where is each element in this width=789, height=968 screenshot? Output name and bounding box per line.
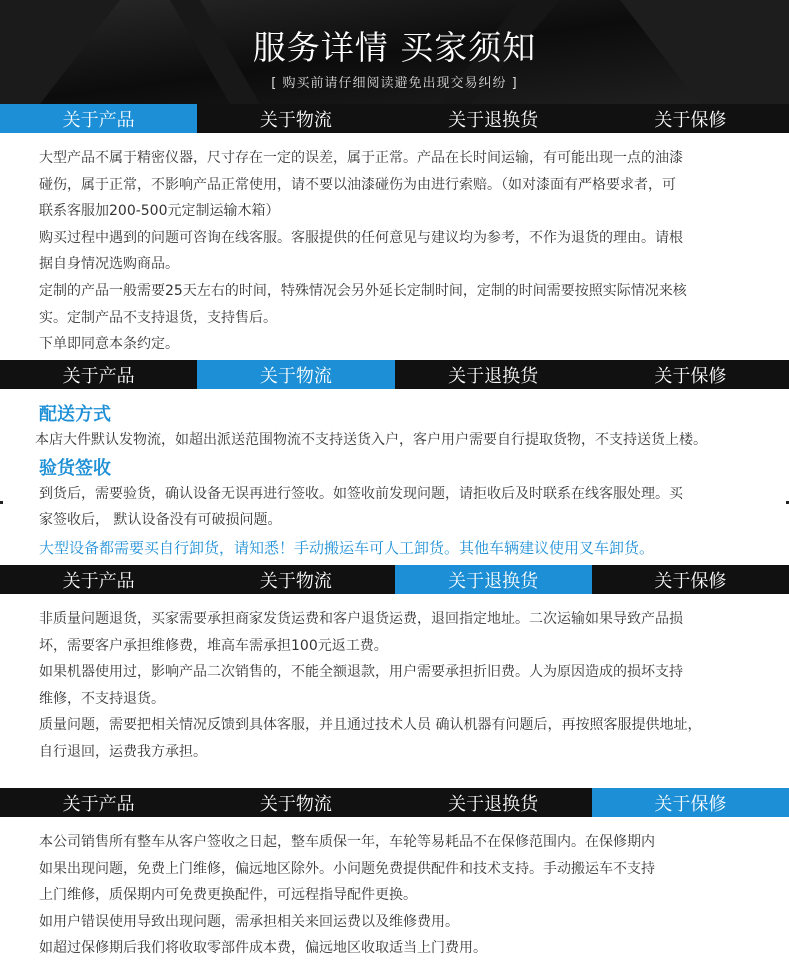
tab-warranty[interactable]: 关于保修 xyxy=(654,570,727,592)
returns-line: 质量问题，需要把相关情况反馈到具体客服，并且通过技术人员 确认机器有问题后，再按照客服提供地址， xyxy=(39,717,702,734)
tab-bar-returns xyxy=(0,565,789,594)
product-line: 购买过程中遇到的问题可咨询在线客服。客服提供的任何意见与建议均为参考，不作为退货的理由。请根 xyxy=(39,229,683,246)
unloading-notice: 大型设备都需要买自行卸货，请知悉！手动搬运车可人工卸货。其他车辆建议使用叉车卸货。 xyxy=(39,539,655,557)
returns-line: 自行退回，运费我方承担。 xyxy=(39,743,207,760)
tab-bar-product xyxy=(0,104,789,133)
warranty-line: 如果出现问题，免费上门维修，偏远地区除外。小问题免费提供配件和技术支持。手动搬运车不支持 xyxy=(39,860,655,877)
tab-logistics[interactable]: 关于物流 xyxy=(259,793,332,815)
page-subtitle: [ 购买前请仔细阅读避免出现交易纠纷 ] xyxy=(271,76,518,91)
product-line: 据自身情况选购商品。 xyxy=(39,256,179,273)
product-line: 下单即同意本条约定。 xyxy=(39,336,179,353)
tab-returns[interactable]: 关于退换货 xyxy=(395,565,592,594)
left-edge-mark xyxy=(0,501,3,504)
delivery-text: 本店大件默认发物流，如超出派送范围物流不支持送货入户，客户用户需要自行提取货物，不支持送货上楼。 xyxy=(35,432,707,448)
returns-section xyxy=(0,594,789,788)
warranty-line: 上门维修，质保期内可免费更换配件，可远程指导配件更换。 xyxy=(39,887,417,904)
logistics-section xyxy=(0,389,789,565)
tab-product[interactable]: 关于产品 xyxy=(0,104,197,133)
warranty-line: 本公司销售所有整车从客户签收之日起，整车质保一年，车轮等易耗品不在保修范围内。在保修期内 xyxy=(39,834,655,850)
tab-warranty[interactable]: 关于保修 xyxy=(592,788,789,817)
product-section xyxy=(0,133,789,360)
inspection-heading: 验货签收 xyxy=(39,458,111,479)
tab-returns[interactable]: 关于退换货 xyxy=(448,793,539,815)
tab-warranty[interactable]: 关于保修 xyxy=(654,109,727,131)
tab-logistics[interactable]: 关于物流 xyxy=(259,570,332,592)
delivery-heading: 配送方式 xyxy=(39,404,111,425)
tab-logistics[interactable]: 关于物流 xyxy=(197,360,394,389)
tab-returns[interactable]: 关于退换货 xyxy=(448,365,539,387)
tab-product[interactable]: 关于产品 xyxy=(62,365,135,387)
tab-product[interactable]: 关于产品 xyxy=(62,793,135,815)
tab-returns[interactable]: 关于退换货 xyxy=(448,109,539,131)
tab-logistics[interactable]: 关于物流 xyxy=(259,109,332,131)
product-line: 碰伤，属于正常，不影响产品正常使用，请不要以油漆碰伤为由进行索赔。（如对漆面有严格要求者，可 xyxy=(39,176,676,193)
returns-line: 如果机器使用过，影响产品二次销售的，不能全额退款，用户需要承担折旧费。人为原因造成的损坏支持 xyxy=(39,664,683,681)
product-line: 实。定制产品不支持退货，支持售后。 xyxy=(39,309,277,326)
warranty-line: 如超过保修期后我们将收取零部件成本费，偏远地区收取适当上门费用。 xyxy=(39,940,487,957)
tab-product[interactable]: 关于产品 xyxy=(62,570,135,592)
product-line: 大型产品不属于精密仪器，尺寸存在一定的误差，属于正常。产品在长时间运输，有可能出现一点的油漆 xyxy=(39,150,683,166)
returns-line: 坏，需要客户承担维修费，堆高车需承担100元返工费。 xyxy=(39,637,388,654)
tab-warranty[interactable]: 关于保修 xyxy=(654,365,727,387)
product-line: 联系客服加200-500元定制运输木箱） xyxy=(39,203,280,220)
page-title: 服务详情 买家须知 xyxy=(252,28,537,67)
returns-line: 维修，不支持退货。 xyxy=(39,690,165,707)
warranty-line: 如用户错误使用导致出现问题，需承担相关来回运费以及维修费用。 xyxy=(39,913,459,930)
inspection-line: 家签收后， 默认设备没有可破损问题。 xyxy=(39,512,282,528)
tab-bar-logistics xyxy=(0,360,789,389)
warranty-section xyxy=(0,817,789,968)
header-banner xyxy=(0,0,789,104)
returns-line: 非质量问题退货，买家需要承担商家发货运费和客户退货运费，退回指定地址。二次运输如果导致产品损 xyxy=(39,611,683,627)
inspection-line: 到货后，需要验货，确认设备无误再进行签收。如签收前发现问题，请拒收后及时联系在线客服处理。买 xyxy=(39,486,683,502)
tab-bar-warranty xyxy=(0,788,789,817)
product-line: 定制的产品一般需要25天左右的时间，特殊情况会另外延长定制时间，定制的时间需要按照实际情况来核 xyxy=(39,282,687,299)
